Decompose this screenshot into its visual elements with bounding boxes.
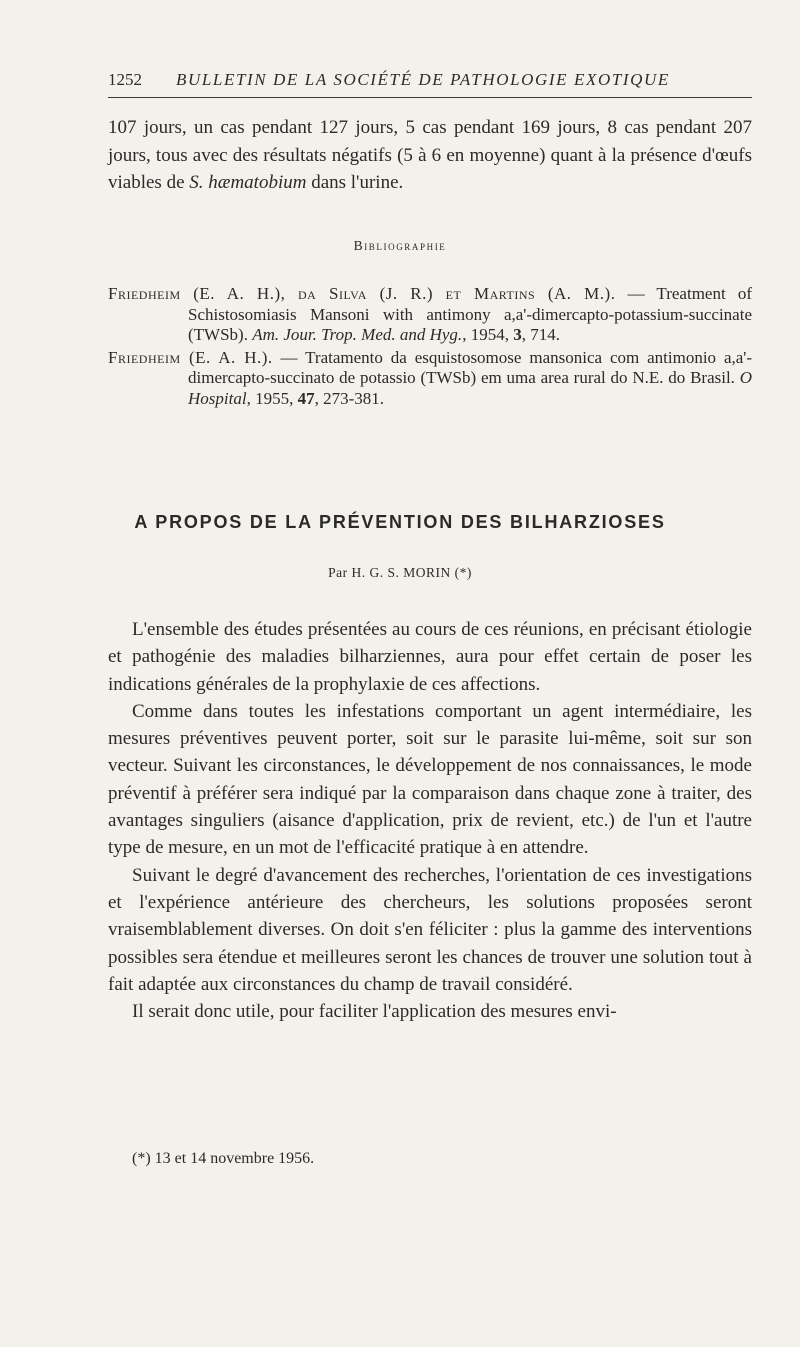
reference-year: , 1954, — [462, 325, 514, 344]
reference-journal: Am. Jour. Trop. Med. and Hyg. — [252, 325, 463, 344]
footnote: (*) 13 et 14 novembre 1956. — [132, 1150, 315, 1167]
journal-title: BULLETIN DE LA SOCIÉTÉ DE PATHOLOGIE EXOTIQUE — [176, 70, 670, 89]
article-title: A PROPOS DE LA PRÉVENTION DES BILHARZIOSES — [134, 512, 666, 532]
reference-pages: , 273-381. — [314, 388, 384, 408]
bibliography-heading: Bibliographie — [353, 238, 447, 253]
intro-text — [108, 114, 752, 197]
reference-authors: Friedheim (E. A. H.), da Silva (J. R.) et Martins (A. M.). — [108, 284, 616, 303]
article-paragraph: Comme dans toutes les infestations comportant un agent intermédiaire, les mesures préventives peuvent porter, soit sur le parasite lui-même, soit sur son vecteur. Suivant les circonstances, le développement de nos connaissances, le mode préventif à préférer sera indiqué par la comparaison dans chaque zone à traiter, des avantages singuliers (aisance d'application, prix de revient, etc.) de l'un et l'autre type de mesure, en un mot de l'efficacité pratique à en attendre. — [108, 700, 752, 859]
running-head — [108, 70, 752, 98]
intro-text-part-2: dans l'urine. — [306, 172, 404, 193]
article-paragraph: Il serait donc utile, pour faciliter l'application des mesures envi- — [132, 1001, 617, 1023]
reference-title: — Treatment of Schistosomiasis Mansoni with antimony a,a'-dimercapto-potassium-succinate (TWSb). — [188, 284, 752, 344]
reference-1 — [108, 284, 752, 346]
intro-text-part-1: 107 jours, un cas pendant 127 jours, 5 cas pendant 169 jours, 8 cas pendant 207 jours, tous avec des résultats négatifs (5 à 6 en moyenne) quant à la présence d'œufs viables de — [108, 117, 752, 193]
reference-authors: Friedheim (E. A. H.). — [108, 347, 273, 367]
reference-pages: , 714. — [521, 325, 560, 344]
intro-paragraph — [108, 114, 752, 197]
reference-volume: 3 — [513, 325, 522, 344]
article-paragraph: L'ensemble des études présentées au cours de ces réunions, en précisant étiologie et pathogénie des maladies bilharziennes, aura pour effet certain de poser les indications générales de la prophylaxie de ces affections. — [108, 619, 752, 695]
article-byline: Par H. G. S. MORIN (*) — [328, 565, 472, 580]
header-rule — [108, 97, 752, 98]
reference-volume: 47 — [297, 388, 315, 408]
reference-2 — [108, 348, 752, 410]
species-name: S. hæmatobium — [189, 172, 307, 193]
bibliography-list — [108, 284, 752, 411]
page-number: 1252 — [108, 70, 142, 89]
article-body — [108, 616, 752, 1025]
reference-title: — Tratamento da esquistosomose mansonica com antimonio a,a'-dimercapto-succinato de potassio (TWSb) em uma area rural do N.E. do Brasil. — [188, 347, 753, 387]
article-paragraph: Suivant le degré d'avancement des recherches, l'orientation de ces investigations et l'expérience antérieure des chercheurs, les solutions proposées seront vraisemblablement diverses. On doit s'en féliciter : plus la gamme des interventions possibles sera étendue et meilleures seront les chances de trouver une solution tout à fait adaptée aux circonstances du champ de travail considéré. — [108, 864, 752, 995]
reference-journal: O Hospital — [188, 368, 752, 408]
reference-year: , 1955, — [246, 388, 298, 408]
